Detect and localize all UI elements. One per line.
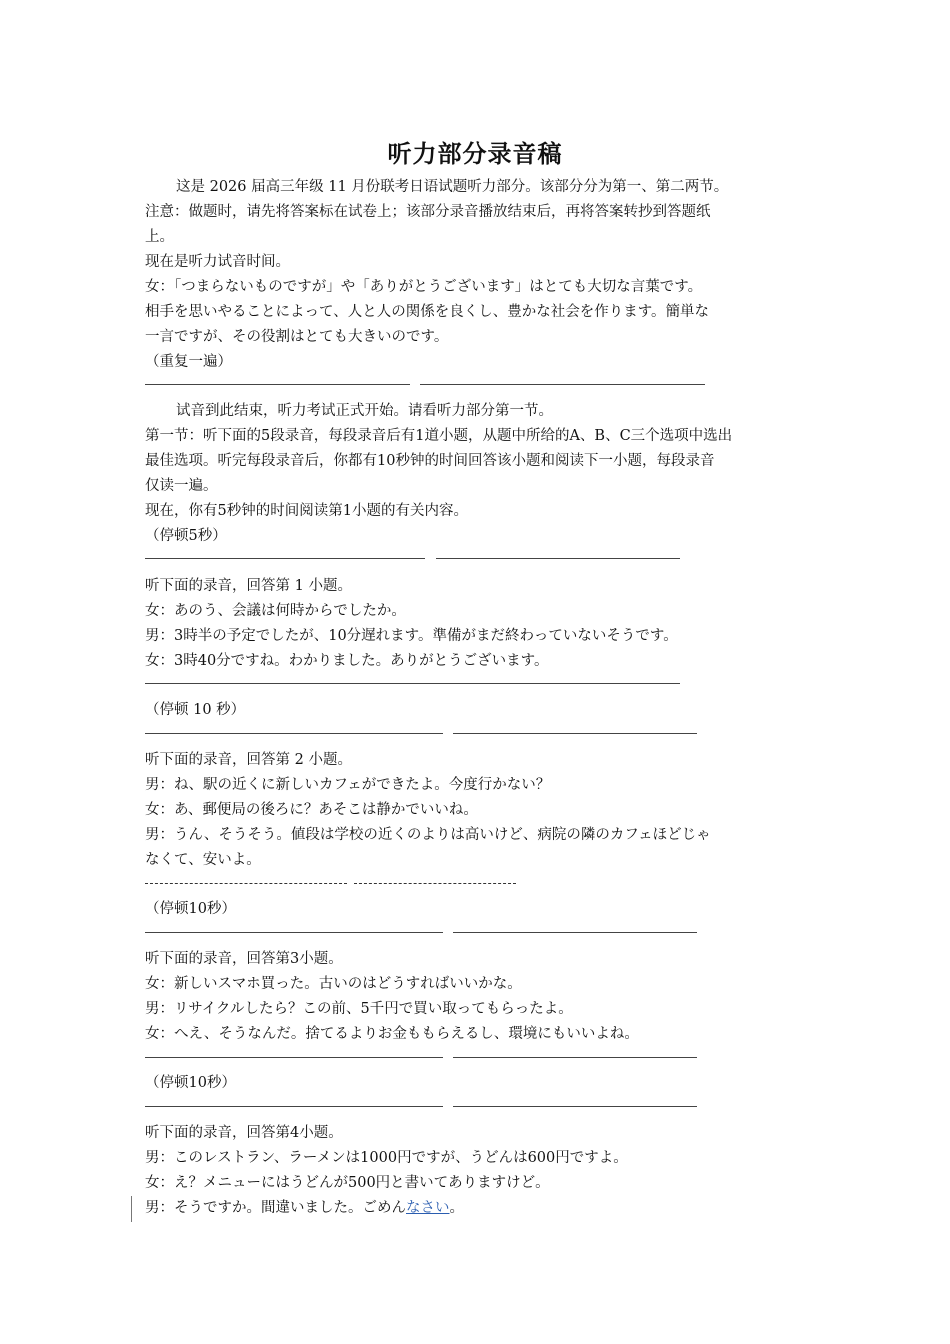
intro-line: 上。: [145, 229, 174, 245]
question-heading: 听下面的录音，回答第4小题。: [145, 1125, 343, 1141]
dialogue-text: 。: [449, 1200, 464, 1216]
pause-note: （停顿5秒）: [145, 528, 227, 544]
separator: [145, 558, 425, 559]
dialogue-line: 女：あ、郵便局の後ろに？あそこは静かでいいね。: [145, 802, 478, 818]
dialogue-line: 女：3時40分ですね。わかりました。ありがとうございます。: [145, 653, 549, 669]
separator: [145, 683, 680, 684]
section1-line: 最佳选项。听完每段录音后，你都有10秒钟的时间回答该小题和阅读下一小题，每段录音: [145, 453, 715, 469]
separator: [145, 883, 347, 884]
dialogue-line: なくて、安いよ。: [145, 852, 261, 868]
dialogue-line: 男：ね、駅の近くに新しいカフェができたよ。今度行かない？: [145, 777, 551, 793]
separator: [145, 1057, 443, 1058]
dialogue-line: 男：リサイクルしたら？この前、5千円で買い取ってもらったよ。: [145, 1001, 573, 1017]
section1-line: 第一节：听下面的5段录音，每段录音后有1道小题，从题中所给的A、B、C三个选项中选出: [145, 428, 733, 444]
dialogue-line: 女：新しいスマホ買った。古いのはどうすればいいかな。: [145, 976, 522, 992]
dialogue-line: 男：うん、そうそう。値段は学校の近くのよりは高いけど、病院の隣のカフェほどじゃ: [145, 827, 711, 843]
separator: [453, 1106, 697, 1107]
separator: [145, 1106, 443, 1107]
section1-line: 现在，你有5秒钟的时间阅读第1小题的有关内容。: [145, 503, 468, 519]
intro-line: 相手を思いやることによって、人と人の関係を良くし、豊かな社会を作ります。簡単な: [145, 304, 710, 320]
dialogue-line: 女：え？メニューにはうどんが500円と書いてありますけど。: [145, 1175, 550, 1191]
dialogue-line: [145, 1199, 464, 1217]
pause-note: （停顿10秒）: [145, 901, 236, 917]
intro-line: 这是 2026 届高三年级 11 月份联考日语试题听力部分。该部分分为第一、第二两节。: [176, 179, 729, 195]
intro-line: 注意：做题时，请先将答案标在试卷上；该部分录音播放结束后，再将答案转抄到答题纸: [145, 204, 711, 220]
separator: [145, 733, 443, 734]
question-heading: 听下面的录音，回答第 1 小题。: [145, 578, 352, 594]
separator: [420, 384, 705, 385]
underlined-word[interactable]: なさい: [406, 1200, 450, 1216]
dialogue-line: 女：あのう、会議は何時からでしたか。: [145, 603, 406, 619]
intro-line: 现在是听力试音时间。: [145, 254, 290, 270]
separator: [436, 558, 680, 559]
dialogue-line: 男：3時半の予定でしたが、10分遅れます。準備がまだ終わっていないそうです。: [145, 628, 678, 644]
separator: [453, 733, 697, 734]
separator: [145, 932, 443, 933]
pause-note: （重复一遍）: [145, 354, 232, 370]
separator: [453, 932, 697, 933]
pause-note: （停顿 10 秒）: [145, 702, 246, 718]
dialogue-line: 女：へえ、そうなんだ。捨てるよりお金ももらえるし、環境にもいいよね。: [145, 1026, 639, 1042]
question-heading: 听下面的录音，回答第 2 小题。: [145, 752, 352, 768]
section1-line: 仅读一遍。: [145, 478, 218, 494]
separator: [453, 1057, 697, 1058]
intro-line: 女：「つまらないものですが」や「ありがとうございます」はとても大切な言葉です。: [145, 279, 703, 295]
question-heading: 听下面的录音，回答第3小题。: [145, 951, 343, 967]
section1-line: 试音到此结束，听力考试正式开始。请看听力部分第一节。: [176, 403, 553, 419]
separator: [354, 883, 516, 884]
pause-note: （停顿10秒）: [145, 1075, 236, 1091]
dialogue-text: 男：そうですか。間違いました。ごめん: [145, 1200, 406, 1216]
dialogue-line: 男：このレストラン、ラーメンは1000円ですが、うどんは600円ですよ。: [145, 1150, 628, 1166]
separator: [145, 384, 410, 385]
intro-line: 一言ですが、その役割はとても大きいのです。: [145, 329, 449, 345]
page-title: 听力部分录音稿: [387, 140, 563, 168]
text-cursor: [131, 1196, 132, 1222]
